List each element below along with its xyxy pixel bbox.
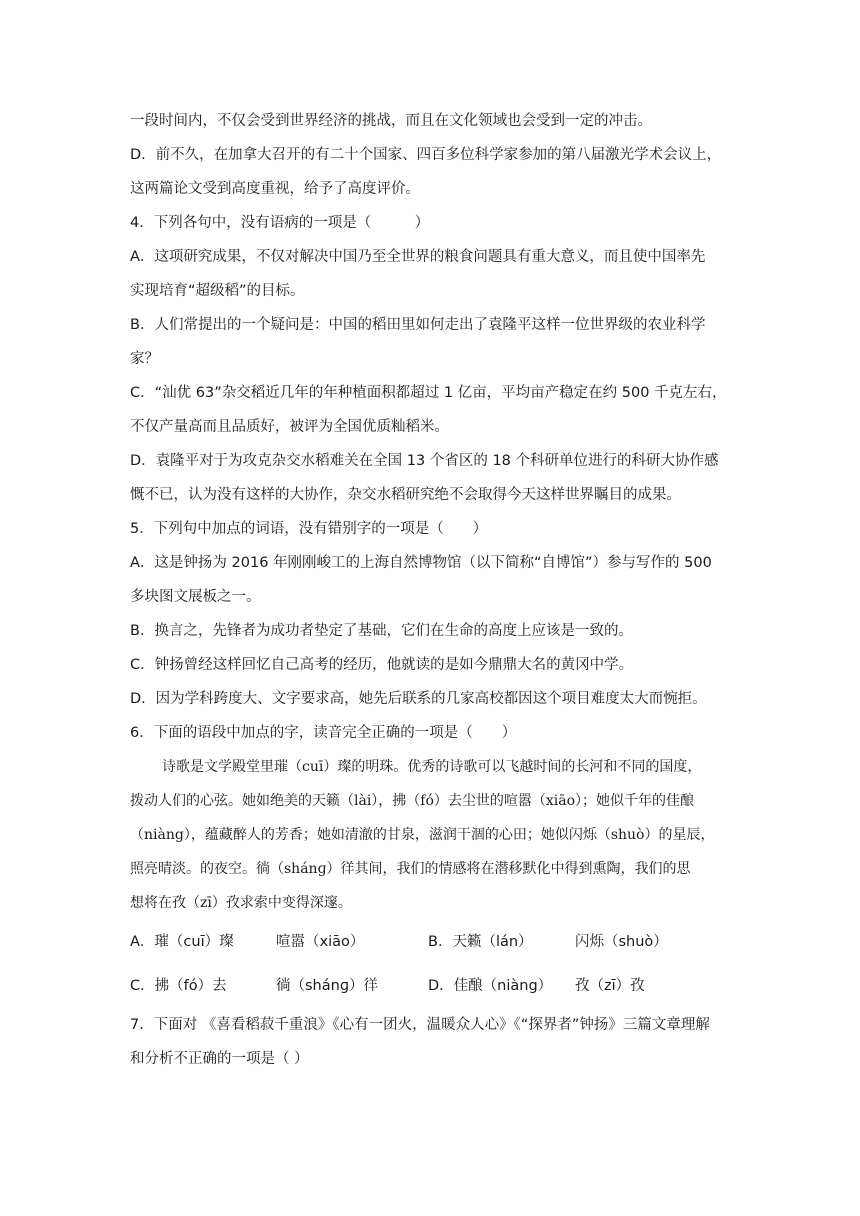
passage-line: 拨动人们的心弦。她如绝美的天籁（lài），拂（fó）去尘世的喧嚣（xiāo）；她似千年的佳酿 [130,793,695,809]
option-c-q6-second: 徜（shánɡ）徉 [276,978,379,994]
option-d-q5: D．因为学科跨度大、文字要求高，她先后联系的几家高校都因这个项目难度太大而惋拒。 [130,691,707,707]
option-b-q5: B．换言之，先锋者为成功者垫定了基础，它们在生命的高度上应该是一致的。 [130,623,633,639]
passage-line: 诗歌是文学殿堂里璀（cuī）璨的明珠。优秀的诗歌可以飞越时间的长河和不同的国度， [162,759,702,775]
options-row-1 [130,920,730,964]
question-4: 4．下列各句中，没有语病的一项是（ ） [130,215,430,231]
passage-line: 想将在孜（zī）孜求索中变得深邃。 [130,895,352,911]
text-line: 家？ [130,351,159,367]
option-d-q3: D．前不久，在加拿大召开的有二十个国家、四百多位科学家参加的第八届激光学术会议上， [130,147,722,163]
option-c-q4: C．“汕优 63”杂交稻近几年的年种植面积都超过 1 亿亩，平均亩产稳定在约 500 千克左右， [130,385,727,401]
options-row-2 [130,964,730,1008]
question-5: 5．下列句中加点的词语，没有错别字的一项是（ ） [130,521,488,537]
text-line: 实现培育“超级稻”的目标。 [130,283,305,299]
document-body [130,104,730,1076]
option-a-q6: A．璀（cuī）璨 [130,934,234,950]
option-a-q6-second: 喧嚣（xiāo） [276,934,365,950]
text-line: 一段时间内，不仅会受到世界经济的挑战，而且在文化领域也会受到一定的冲击。 [130,113,652,129]
option-d-q6: D．佳酿（niàng） [428,978,553,994]
option-c-q6: C．拂（fó）去 [130,978,227,994]
option-b-q4: B．人们常提出的一个疑问是：中国的稻田里如何走出了袁隆平这样一位世界级的农业科学 [130,317,706,333]
text-line: 多块图文展板之一。 [130,589,261,605]
option-b-q6-second: 闪烁（shuò） [575,934,668,950]
question-6: 6．下面的语段中加点的字，读音完全正确的一项是（ ） [130,725,517,741]
option-c-q5: C．钟扬曾经这样回忆自己高考的经历，他就读的是如今鼎鼎大名的黄冈中学。 [130,657,634,673]
option-d-q6-second: 孜（zī）孜 [575,978,645,994]
question-7: 7．下面对 《喜看稻菽千重浪》《心有一团火，温暖众人心》《“探界者”钟扬》三篇文章理解 [130,1017,710,1033]
text-line: 慨不已，认为没有这样的大协作，杂交水稻研究绝不会取得今天这样世界瞩目的成果。 [130,487,681,503]
passage-line: 照亮晴淡。的夜空。徜（shánɡ）徉其间，我们的情感将在潜移默化中得到熏陶，我们的思 [130,861,691,877]
option-d-q4: D．袁隆平对于为攻克杂交水稻难关在全国 13 个省区的 18 个科研单位进行的科研大协作感 [130,453,719,469]
text-line: 这两篇论文受到高度重视，给予了高度评价。 [130,181,420,197]
option-a-q5: A．这是钟扬为 2016 年刚刚峻工的上海自然博物馆（以下简称“自博馆”）参与写作的 500 [130,555,712,571]
option-a-q4: A．这项研究成果，不仅对解决中国乃至全世界的粮食问题具有重大意义，而且使中国率先 [130,249,706,265]
passage-line: （niàng），蕴藏醉人的芳香；她如清澈的甘泉，滋润干涸的心田；她似闪烁（shuò）的星辰， [130,827,715,843]
text-line: 不仅产量高而且品质好，被评为全国优质籼稻米。 [130,419,449,435]
text-line: 和分析不正确的一项是（ ） [130,1051,309,1067]
option-b-q6: B．天籁（lán） [428,934,533,950]
